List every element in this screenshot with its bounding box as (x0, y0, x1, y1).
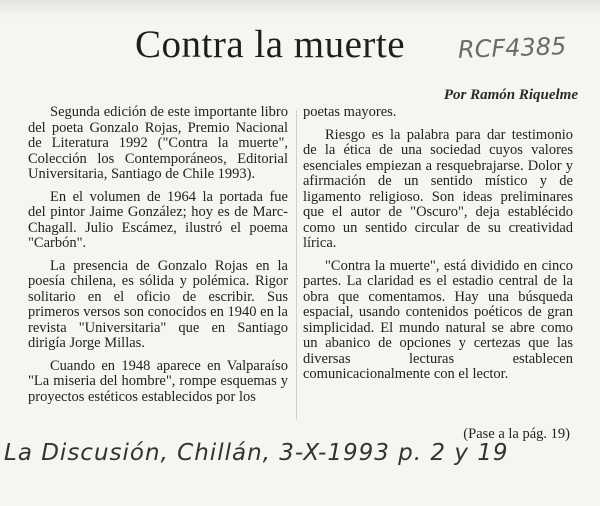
article-column-1 (28, 105, 288, 412)
paragraph: En el volumen de 1964 la portada fue del pintor Jaime González; hoy es de Marc-Chagall. Julio Escámez, ilustró el poema "Carbón". (28, 188, 288, 251)
column-divider (296, 110, 297, 420)
paragraph: La presencia de Gonzalo Rojas en la poesía chilena, es sólida y polémica. Rigor solitario en el oficio de escribir. Sus primeros versos son conocidos en 1940 en la revista "Universitaria" que en Santiago dirigía Jorge Millas. (28, 257, 288, 351)
paragraph: "Contra la muerte", está dividido en cinco partes. La claridad es el estadio central de la obra que comentamos. Hay una búsqueda espacial, usando contenidos poéticos de gran simplicidad. El mundo natural se abre como un abanico de opciones y certezas que las diversas lecturas establecen comunicacionalmente con el lector. (303, 257, 573, 382)
scan-edge-shadow (0, 0, 600, 18)
paragraph-continuation: poetas mayores. (303, 104, 397, 120)
paragraph: Cuando en 1948 aparece en Valparaíso "La miseria del hombre", rompe esquemas y proyectos estéticos establecidos por los (28, 357, 288, 405)
handwritten-source-note: La Discusión, Chillán, 3-X-1993 p. 2 y 19 (4, 440, 509, 466)
article-title: Contra la muerte (135, 23, 406, 66)
paragraph: Riesgo es la palabra para dar testimonio de la ética de una sociedad cuyos valores esenciales empiezan a resquebrajarse. Dolor y afirmación de un sentido místico y de ligamento religioso. Son ideas preliminares que el autor de "Oscuro", deja establécido como un sentido circular de su creatividad lírica. (303, 126, 573, 251)
article-column-2 (303, 105, 573, 390)
article-byline: Por Ramón Riquelme (443, 87, 578, 103)
paragraph: Segunda edición de este importante libro del poeta Gonzalo Rojas, Premio Nacional de Literatura 1992 ("Contra la muerte", Colección los Contemporáneos, Editorial Universitaria, Santiago de Chile 1993). (28, 104, 288, 182)
handwritten-catalog-code: RCF4385 (457, 32, 567, 64)
continued-on-page-note: (Pase a la pág. 19) (463, 426, 570, 442)
